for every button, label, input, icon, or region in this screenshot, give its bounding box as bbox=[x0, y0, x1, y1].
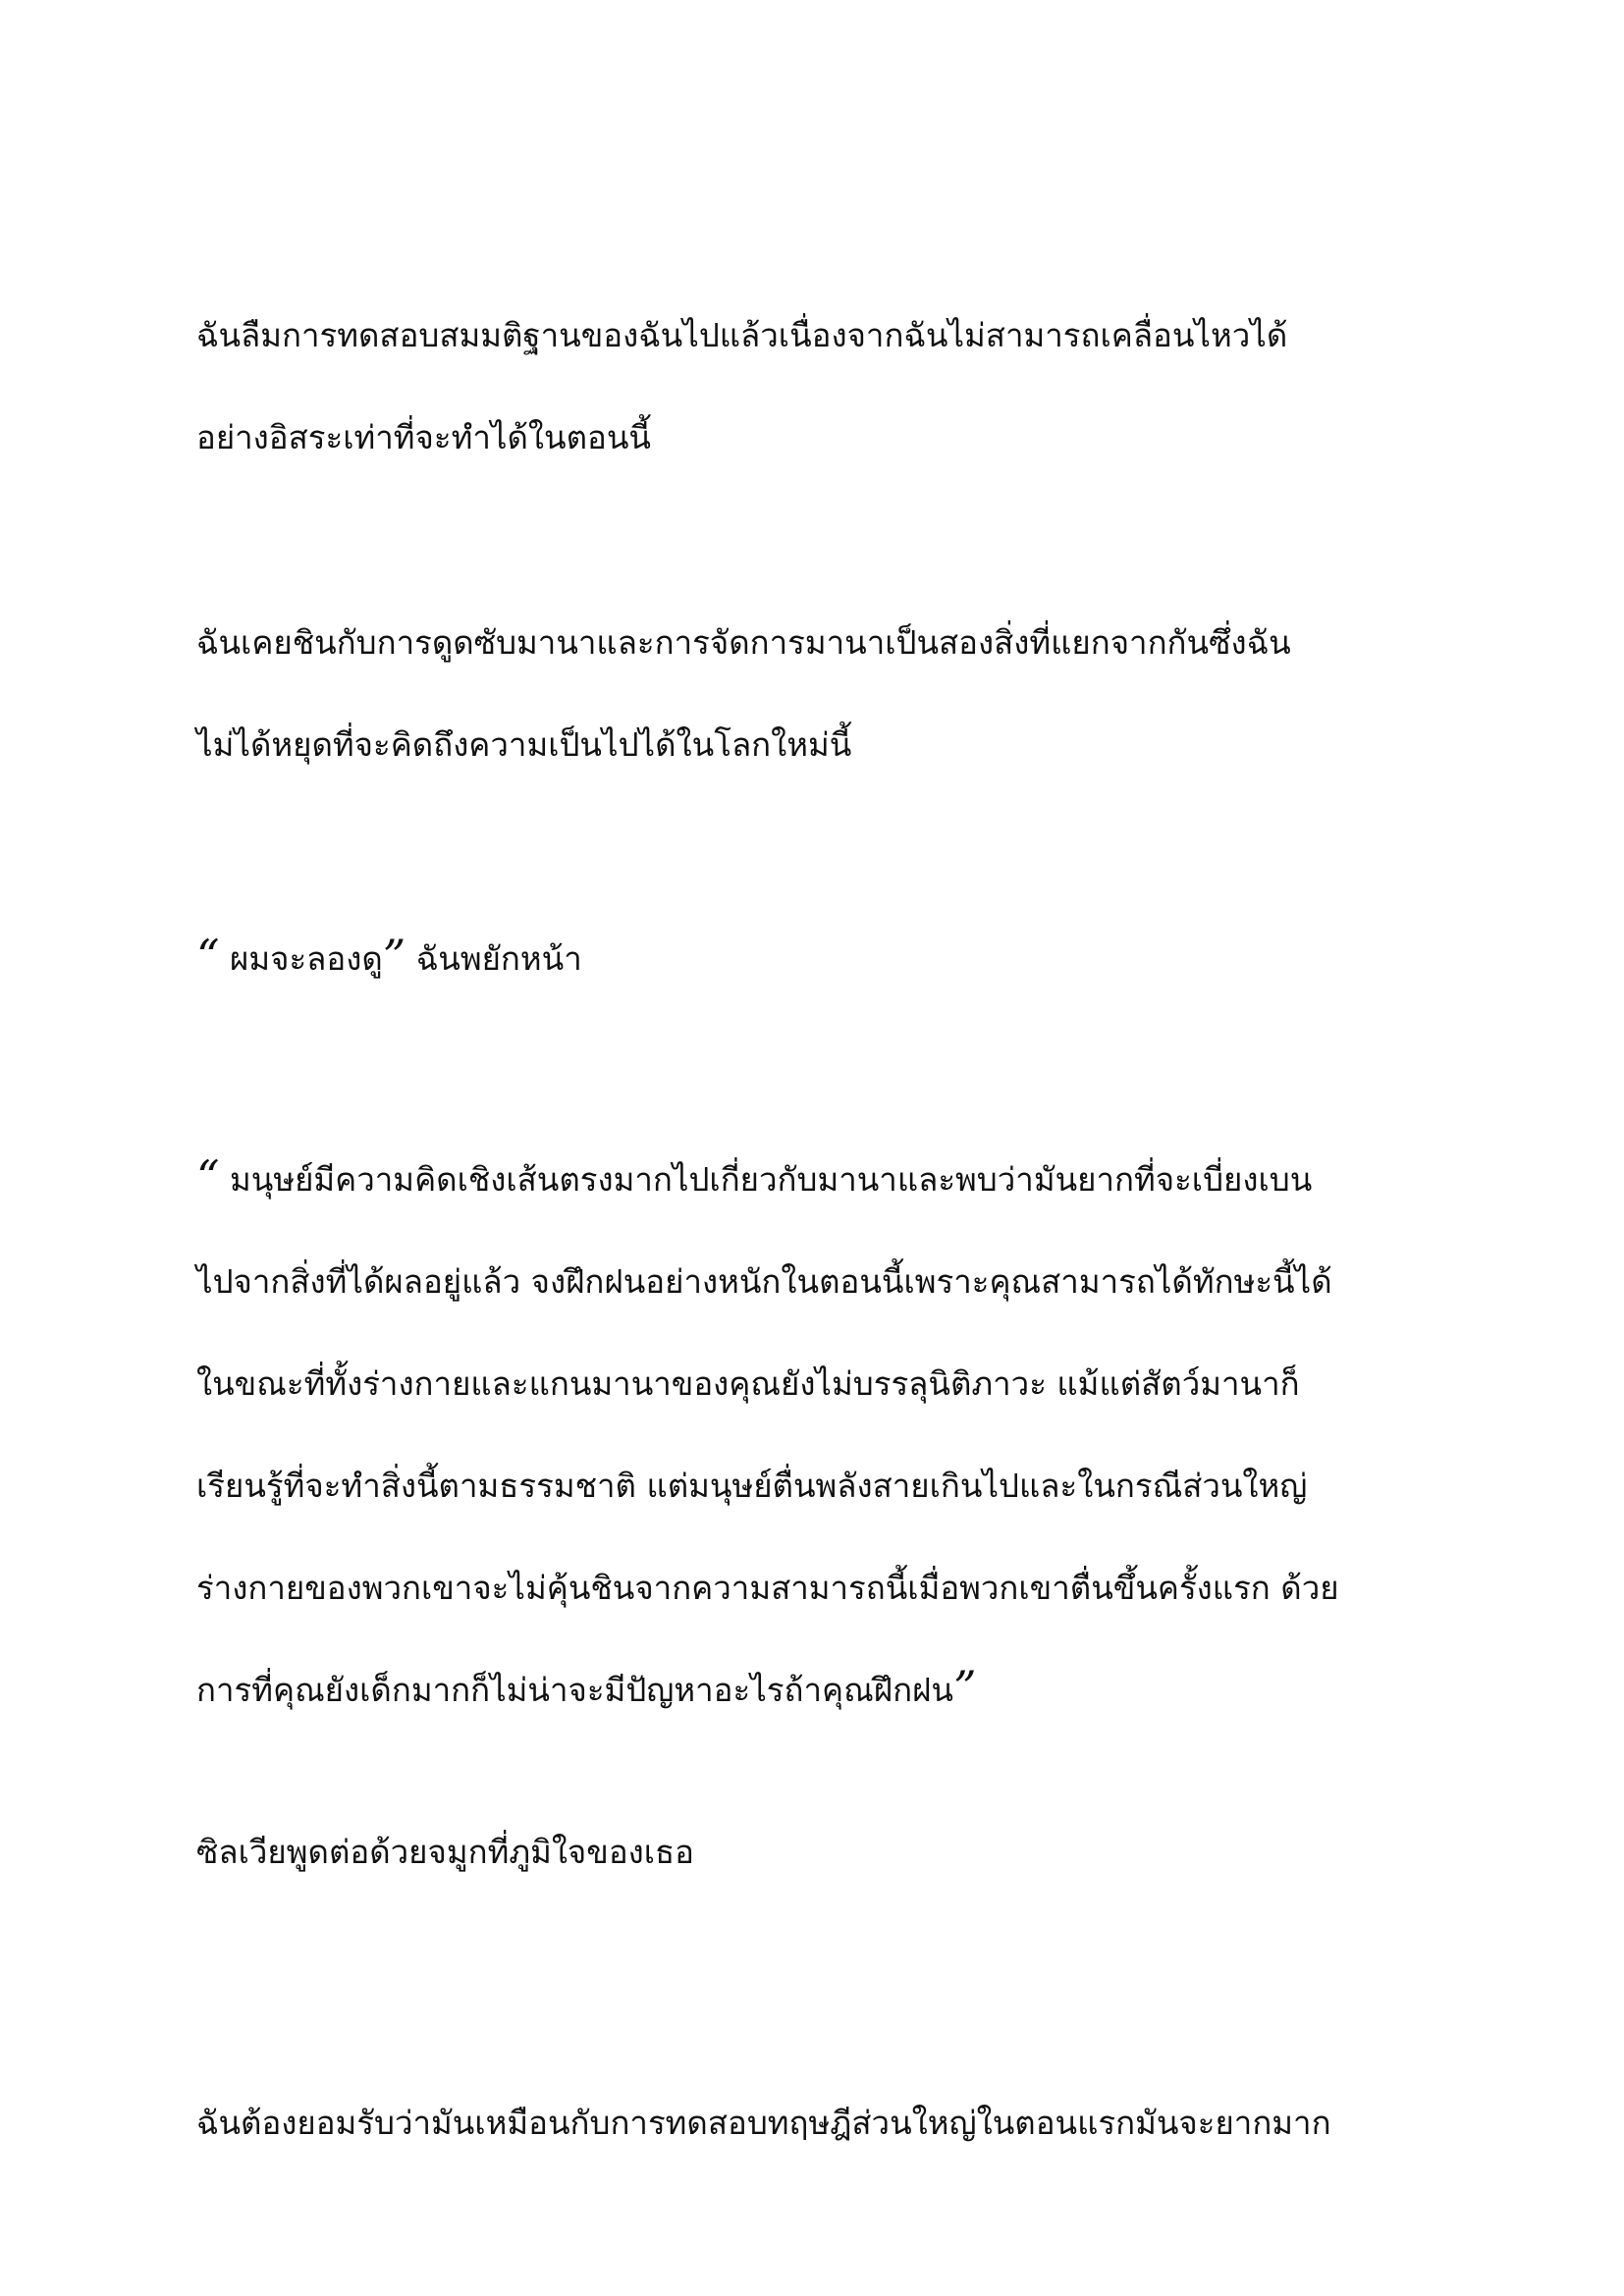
narration-text: ฉันพยักหน้า bbox=[406, 939, 582, 978]
text-line bbox=[196, 1129, 1473, 1231]
open-quote-mark: “ bbox=[196, 1150, 220, 1203]
open-quote-mark: “ bbox=[196, 930, 220, 983]
text-line: ฉันลืมการทดสอบสมมติฐานของฉันไปแล้วเนื่องจากฉันไม่สามารถเคลื่อนไหวได้ bbox=[196, 316, 1288, 354]
text-line: อย่างอิสระเท่าที่จะทำได้ในตอนนี้ bbox=[196, 418, 651, 456]
text-line: ร่างกายของพวกเขาจะไม่คุ้นชินจากความสามารถนี้เมื่อพวกเขาตื่นขึ้นครั้งแรก ด้วย bbox=[196, 1569, 1339, 1607]
text-line bbox=[196, 908, 1473, 1010]
dialogue-text: การที่คุณยังเด็กมากก็ไม่น่าจะมีปัญหาอะไรถ้าคุณฝึกฝน bbox=[196, 1671, 953, 1709]
paragraph-2 bbox=[196, 592, 1473, 796]
text-line: เรียนรู้ที่จะทำสิ่งนี้ตามธรรมชาติ แต่มนุษย์ตื่นพลังสายเกินไปและในกรณีส่วนใหญ่ bbox=[196, 1467, 1308, 1505]
dialogue-text: ผมจะลองดู bbox=[219, 939, 383, 978]
text-line: ซิลเวียพูดต่อด้วยจมูกที่ภูมิใจของเธอ bbox=[196, 1833, 695, 1871]
paragraph-3-dialogue bbox=[196, 908, 1473, 1010]
text-line: ไปจากสิ่งที่ได้ผลอยู่แล้ว จงฝึกฝนอย่างหนักในตอนนี้เพราะคุณสามารถได้ทักษะนี้ได้ bbox=[196, 1262, 1332, 1301]
text-line: ฉันเคยชินกับการดูดซับมานาและการจัดการมานาเป็นสองสิ่งที่แยกจากกันซึ่งฉัน bbox=[196, 623, 1291, 662]
paragraph-1 bbox=[196, 285, 1473, 489]
paragraph-6 bbox=[196, 2072, 1473, 2174]
paragraph-5 bbox=[196, 1801, 1473, 1903]
dialogue-text: มนุษย์มีความคิดเชิงเส้นตรงมากไปเกี่ยวกับมานาและพบว่ามันยากที่จะเบี่ยงเบน bbox=[219, 1160, 1313, 1199]
paragraph-4-dialogue bbox=[196, 1129, 1473, 1741]
close-quote-mark: ” bbox=[382, 930, 406, 983]
text-line: ฉันต้องยอมรับว่ามันเหมือนกับการทดสอบทฤษฎีส่วนใหญ่ในตอนแรกมันจะยากมาก bbox=[196, 2104, 1331, 2142]
close-quote-mark: ” bbox=[952, 1661, 977, 1714]
text-line: ในขณะที่ทั้งร่างกายและแกนมานาของคุณยังไม่บรรลุนิติภาวะ แม้แต่สัตว์มานาก็ bbox=[196, 1364, 1300, 1403]
text-line: ไม่ได้หยุดที่จะคิดถึงความเป็นไปได้ในโลกใหม่นี้ bbox=[196, 725, 852, 764]
text-line bbox=[196, 1639, 1473, 1741]
